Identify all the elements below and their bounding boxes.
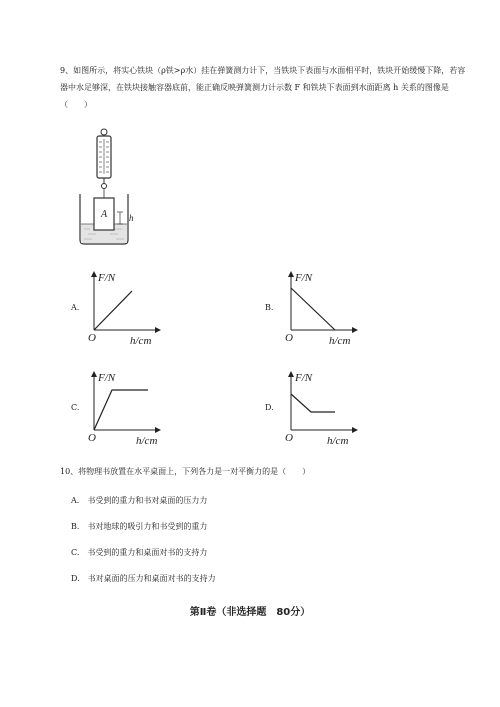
q10-choice-d: D. 书对桌面的压力和桌面对书的支持力 — [71, 574, 216, 583]
option-a-letter: A. — [71, 303, 80, 312]
block-label: A — [100, 209, 108, 220]
question-10-text: 10、将物理书放置在水平桌面上，下列各力是一对平衡力的是（ ） — [60, 467, 311, 476]
option-b-letter: B. — [265, 303, 274, 312]
q10-choice-c: C. 书受到的重力和桌面对书的支持力 — [71, 548, 208, 557]
graph-c-line — [94, 390, 148, 430]
apparatus-figure — [78, 128, 138, 246]
graph-option-b — [283, 268, 363, 348]
graph-c-ylabel: F/N — [98, 372, 116, 384]
q10-choice-b: B. 书对地球的吸引力和书受到的重力 — [71, 522, 208, 531]
section-title: 第Ⅱ卷（非选择题 80分） — [189, 607, 311, 618]
graph-b-xlabel: h/cm — [329, 335, 351, 347]
graph-b-ylabel: F/N — [295, 272, 313, 284]
graph-a-origin: O — [88, 332, 96, 344]
graph-c-origin: O — [88, 432, 96, 444]
question-9-text: 9、如图所示，将实心铁块（ρ铁>ρ水）挂在弹簧测力计下，当铁块下表面与水面相平时，铁块开始缓慢下降，若容器中水足够深，在铁块接触容器底前，能正确反映弹簧测力计示数 F 和铁块下表面到水面距离 h 关系的图像是（ ） — [60, 66, 466, 109]
graph-option-a — [86, 268, 166, 348]
graph-a-xlabel: h/cm — [130, 335, 152, 347]
graph-option-d — [283, 368, 363, 448]
graph-a-line — [94, 291, 132, 330]
q10-choice-a: A. 书受到的重力和书对桌面的压力力 — [71, 496, 208, 505]
graph-d-ylabel: F/N — [295, 372, 313, 384]
graph-option-c — [86, 368, 166, 448]
graph-d-xlabel: h/cm — [327, 435, 349, 447]
depth-label: h — [129, 213, 134, 223]
option-d-letter: D. — [265, 403, 274, 412]
graph-c-xlabel: h/cm — [136, 435, 158, 447]
option-c-letter: C. — [71, 403, 80, 412]
graph-a-ylabel: F/N — [98, 272, 116, 284]
graph-b-line — [291, 288, 335, 330]
graph-d-origin: O — [285, 432, 293, 444]
graph-d-line — [291, 394, 335, 412]
graph-b-origin: O — [285, 332, 293, 344]
